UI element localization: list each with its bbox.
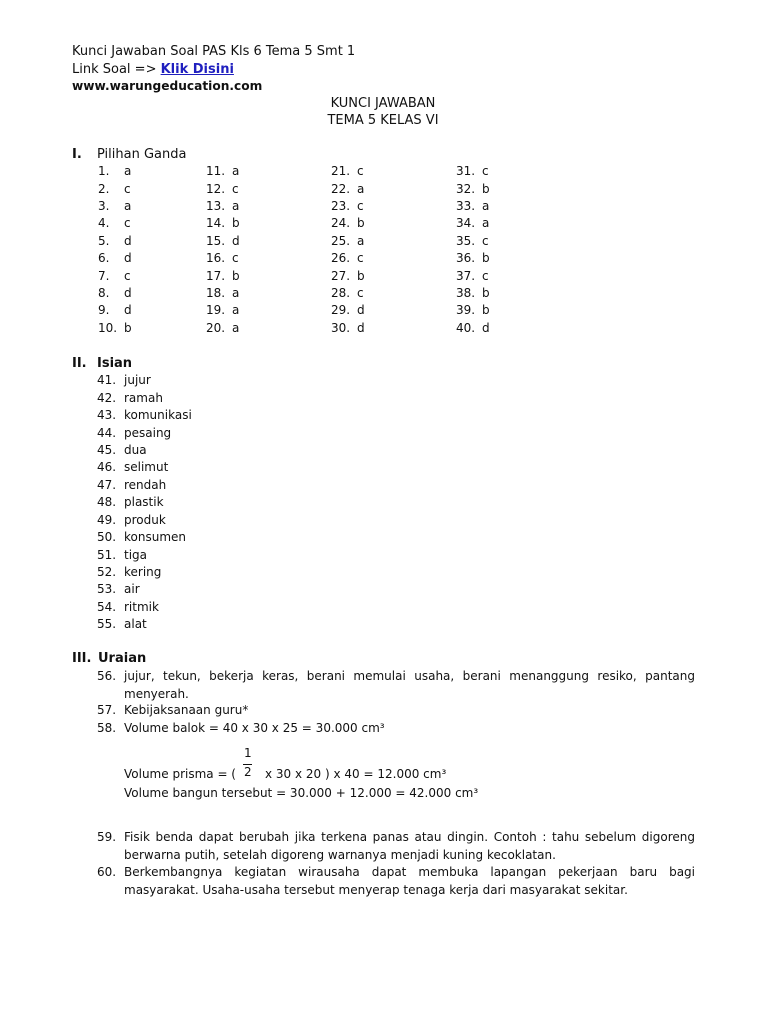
isian-answer: komunikasi (124, 408, 192, 423)
document-title: Kunci Jawaban Soal PAS Kls 6 Tema 5 Smt 1 (72, 44, 356, 59)
uraian-number-57: 57. (97, 703, 117, 718)
mc-answer: a (232, 303, 240, 318)
isian-answer: produk (124, 512, 166, 527)
list-item (97, 581, 192, 598)
heading-tema-kelas: TEMA 5 KELAS VI (327, 113, 439, 128)
volume-prisma-prefix: Volume prisma = ( (124, 767, 236, 782)
mc-answer: b (482, 286, 490, 301)
section-1-numeral: I. (72, 147, 82, 162)
mc-number: 20. (206, 320, 226, 335)
isian-number: 50. (97, 530, 117, 545)
mc-item (456, 163, 490, 180)
isian-answer: ritmik (124, 599, 159, 614)
mc-column-2 (206, 163, 240, 337)
mc-number: 6. (98, 251, 110, 266)
mc-answer: b (482, 181, 490, 196)
mc-number: 12. (206, 181, 226, 196)
mc-item (206, 181, 240, 198)
mc-item (206, 198, 240, 215)
mc-answer: c (124, 181, 131, 196)
mc-item (331, 250, 365, 267)
list-item (97, 425, 192, 442)
mc-item (206, 215, 240, 232)
mc-item (456, 250, 490, 267)
mc-item (98, 320, 132, 337)
list-item (97, 599, 192, 616)
isian-answer: pesaing (124, 425, 172, 440)
section-1-title: Pilihan Ganda (97, 147, 187, 162)
mc-answer: c (482, 233, 489, 248)
uraian-number-60: 60. (97, 865, 117, 880)
mc-answer: c (357, 199, 364, 214)
isian-number: 48. (97, 495, 117, 510)
mc-item (331, 302, 365, 319)
isian-number: 42. (97, 390, 117, 405)
isian-answer: jujur (124, 373, 151, 388)
list-item (97, 494, 192, 511)
mc-answer: d (232, 233, 240, 248)
mc-answer: d (124, 233, 132, 248)
mc-number: 7. (98, 268, 110, 283)
mc-answer: d (357, 320, 365, 335)
mc-number: 9. (98, 303, 110, 318)
mc-number: 27. (331, 268, 351, 283)
isian-number: 51. (97, 547, 117, 562)
mc-item (206, 285, 240, 302)
mc-number: 23. (331, 199, 351, 214)
mc-number: 29. (331, 303, 351, 318)
mc-answer: c (357, 251, 364, 266)
isian-number: 41. (97, 373, 117, 388)
list-item (97, 529, 192, 546)
mc-item (98, 163, 132, 180)
list-item (97, 442, 192, 459)
isian-number: 44. (97, 425, 117, 440)
isian-number: 45. (97, 442, 117, 457)
mc-number: 33. (456, 199, 476, 214)
mc-answer: d (124, 251, 132, 266)
mc-item (206, 268, 240, 285)
mc-answer: a (482, 216, 490, 231)
isian-number: 55. (97, 617, 117, 632)
mc-number: 31. (456, 164, 476, 179)
mc-number: 21. (331, 164, 351, 179)
mc-answer: d (357, 303, 365, 318)
mc-number: 5. (98, 233, 110, 248)
mc-item (98, 233, 132, 250)
mc-item (456, 215, 490, 232)
mc-number: 3. (98, 199, 110, 214)
mc-number: 1. (98, 164, 110, 179)
mc-answer: c (232, 251, 239, 266)
list-item (97, 512, 192, 529)
mc-answer: b (232, 216, 240, 231)
volume-balok-line: Volume balok = 40 x 30 x 25 = 30.000 cm³ (124, 721, 385, 736)
mc-item (98, 198, 132, 215)
mc-answer: d (124, 286, 132, 301)
mc-number: 36. (456, 251, 476, 266)
isian-answer: dua (124, 442, 147, 457)
mc-answer: c (232, 181, 239, 196)
mc-item (206, 320, 240, 337)
mc-item (98, 302, 132, 319)
mc-item (98, 215, 132, 232)
mc-answer: a (124, 199, 132, 214)
isian-answer: konsumen (124, 530, 187, 545)
heading-kunci-jawaban: KUNCI JAWABAN (330, 96, 436, 111)
mc-number: 15. (206, 233, 226, 248)
isian-number: 49. (97, 512, 117, 527)
mc-item (456, 233, 490, 250)
mc-number: 2. (98, 181, 110, 196)
fraction-denominator: 2 (244, 765, 252, 780)
mc-item (206, 302, 240, 319)
mc-number: 39. (456, 303, 476, 318)
mc-item (98, 250, 132, 267)
mc-answer: c (482, 268, 489, 283)
isian-answer: kering (124, 564, 162, 579)
isian-answer: tiga (124, 547, 148, 562)
volume-total-line: Volume bangun tersebut = 30.000 + 12.000 = 42.000 cm³ (124, 786, 479, 801)
mc-item (331, 268, 365, 285)
mc-answer: c (124, 268, 131, 283)
list-item (97, 407, 192, 424)
mc-answer: a (357, 181, 365, 196)
fraction-numerator: 1 (244, 746, 252, 761)
mc-number: 22. (331, 181, 351, 196)
mc-answer: b (357, 216, 365, 231)
uraian-number-56: 56. (97, 669, 117, 684)
mc-item (331, 198, 365, 215)
mc-number: 34. (456, 216, 476, 231)
mc-number: 11. (206, 164, 226, 179)
isian-answer: alat (124, 617, 147, 632)
isian-list (97, 372, 192, 633)
mc-number: 38. (456, 286, 476, 301)
mc-item (98, 268, 132, 285)
mc-answer: a (357, 233, 365, 248)
mc-answer: a (232, 164, 240, 179)
isian-answer: selimut (124, 460, 169, 475)
mc-item (456, 268, 490, 285)
mc-item (331, 215, 365, 232)
mc-number: 35. (456, 233, 476, 248)
mc-number: 28. (331, 286, 351, 301)
mc-number: 25. (331, 233, 351, 248)
mc-number: 30. (331, 320, 351, 335)
mc-answer: a (232, 320, 240, 335)
list-item (97, 459, 192, 476)
mc-answer: a (232, 286, 240, 301)
mc-answer: b (482, 251, 490, 266)
mc-item (331, 320, 365, 337)
mc-number: 32. (456, 181, 476, 196)
link-line (72, 61, 234, 79)
uraian-answer-59: Fisik benda dapat berubah jika terkena panas atau dingin. Contoh : tahu sebelum digoreng berwarna putih, setelah digoreng warnanya menjadi kuning kecoklatan. (124, 830, 695, 862)
mc-answer: b (482, 303, 490, 318)
mc-item (98, 181, 132, 198)
isian-number: 54. (97, 599, 117, 614)
list-item (97, 547, 192, 564)
mc-item (331, 233, 365, 250)
uraian-answer-57: Kebijaksanaan guru* (124, 703, 249, 718)
mc-number: 37. (456, 268, 476, 283)
mc-item (206, 250, 240, 267)
mc-number: 24. (331, 216, 351, 231)
website-url: www.warungeducation.com (72, 79, 263, 93)
isian-number: 53. (97, 582, 117, 597)
mc-column-4 (456, 163, 490, 337)
mc-column-1 (98, 163, 132, 337)
list-item (97, 372, 192, 389)
mc-answer: d (124, 303, 132, 318)
mc-item (456, 198, 490, 215)
mc-item (331, 285, 365, 302)
mc-item (456, 181, 490, 198)
uraian-answer-60: Berkembangnya kegiatan wirausaha dapat membuka lapangan pekerjaan baru bagi masyarakat. Usaha-usaha tersebut menyerap tenaga kerja dari masyarakat sekitar. (124, 865, 695, 897)
mc-answer: c (124, 216, 131, 231)
mc-answer: a (124, 164, 132, 179)
isian-number: 43. (97, 408, 117, 423)
mc-number: 40. (456, 320, 476, 335)
mc-number: 10. (98, 320, 118, 335)
mc-item (331, 181, 365, 198)
mc-answer: c (482, 164, 489, 179)
isian-answer: ramah (124, 390, 163, 405)
mc-answer: c (357, 164, 364, 179)
list-item (97, 390, 192, 407)
mc-item (206, 233, 240, 250)
mc-number: 8. (98, 286, 110, 301)
mc-item (456, 285, 490, 302)
isian-number: 52. (97, 564, 117, 579)
mc-number: 18. (206, 286, 226, 301)
mc-item (206, 163, 240, 180)
uraian-answer-56: jujur, tekun, bekerja keras, berani memulai usaha, berani menanggung resiko, pantang menyerah. (124, 669, 695, 701)
mc-number: 4. (98, 216, 110, 231)
section-2-numeral: II. (72, 356, 87, 371)
uraian-number-59: 59. (97, 830, 117, 845)
mc-number: 14. (206, 216, 226, 231)
mc-number: 13. (206, 199, 226, 214)
volume-prisma-suffix: x 30 x 20 ) x 40 = 12.000 cm³ (265, 767, 447, 782)
mc-item (331, 163, 365, 180)
isian-number: 47. (97, 477, 117, 492)
uraian-number-58: 58. (97, 721, 117, 736)
list-item (97, 564, 192, 581)
mc-answer: d (482, 320, 490, 335)
mc-answer: a (232, 199, 240, 214)
klik-disini-link[interactable]: Klik Disini (160, 62, 234, 77)
mc-item (456, 320, 490, 337)
mc-number: 26. (331, 251, 351, 266)
list-item (97, 616, 192, 633)
mc-answer: b (232, 268, 240, 283)
mc-answer: c (357, 286, 364, 301)
mc-column-3 (331, 163, 365, 337)
isian-answer: plastik (124, 495, 164, 510)
isian-answer: rendah (124, 477, 167, 492)
section-2-title: Isian (97, 356, 133, 371)
isian-number: 46. (97, 460, 117, 475)
mc-answer: b (357, 268, 365, 283)
mc-item (456, 302, 490, 319)
mc-number: 19. (206, 303, 226, 318)
isian-answer: air (124, 582, 140, 597)
link-label: Link Soal => (72, 62, 157, 77)
section-3-numeral: III. (72, 651, 92, 666)
mc-number: 17. (206, 268, 226, 283)
mc-number: 16. (206, 251, 226, 266)
section-3-title: Uraian (98, 651, 147, 666)
mc-item (98, 285, 132, 302)
mc-answer: a (482, 199, 490, 214)
list-item (97, 477, 192, 494)
mc-answer: b (124, 320, 132, 335)
